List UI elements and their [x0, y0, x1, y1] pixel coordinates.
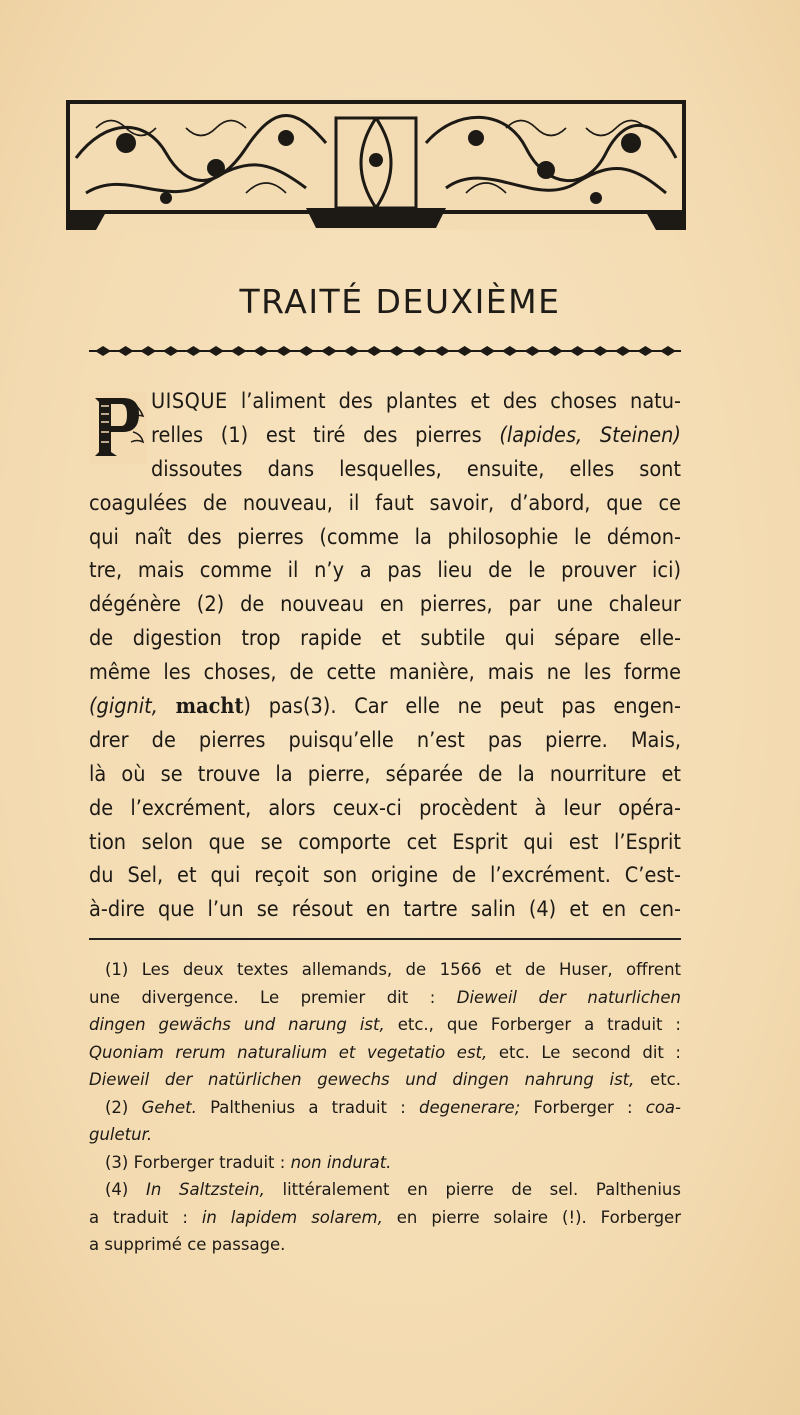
rule-diamond: [231, 346, 247, 356]
rule-diamond: [298, 346, 314, 356]
footnote-2-line: guletur.: [89, 1125, 153, 1144]
footnote-divider: [89, 938, 681, 940]
rule-diamond: [592, 346, 608, 356]
text-line: UISQUE l’aliment des plantes et des choses natu-: [151, 389, 681, 414]
rule-diamond: [434, 346, 450, 356]
text-line: tre, mais comme il n’y a pas lieu de le prouver ici): [89, 558, 681, 584]
footnote-1-line: une divergence. Le premier dit : Dieweil der naturlichen: [89, 987, 681, 1007]
footnote-4-line: a traduit : in lapidem solarem, en pierre solaire (!). Forberger: [89, 1207, 681, 1227]
decorative-rule: [89, 344, 681, 358]
rule-diamond: [637, 346, 653, 356]
rule-diamond: [457, 346, 473, 356]
footnote-4-line: (4) In Saltzstein, littéralement en pierre de sel. Palthenius: [105, 1180, 681, 1199]
footnote-1-line: (1) Les deux textes allemands, de 1566 et de Huser, offrent: [105, 960, 681, 979]
text-line: tion selon que se comporte cet Esprit qui est l’Esprit: [89, 829, 681, 855]
text-line: relles (1) est tiré des pierres (lapides, Steinen): [151, 422, 681, 448]
text-line: drer de pierres puisqu’elle n’est pas pierre. Mais,: [89, 727, 681, 753]
rule-diamond: [276, 346, 292, 356]
rule-diamond: [547, 346, 563, 356]
rule-diamond: [479, 346, 495, 356]
rule-diamond: [253, 346, 269, 356]
rule-diamond: [660, 346, 676, 356]
text-line: de l’excrément, alors ceux-ci procèdent à leur opéra-: [89, 795, 681, 821]
rule-diamond: [524, 346, 540, 356]
rule-diamond: [208, 346, 224, 356]
rule-diamond: [615, 346, 631, 356]
ornamental-headpiece: [66, 98, 686, 230]
rule-diamond: [502, 346, 518, 356]
text-line: qui naît des pierres (comme la philosophie le démon-: [89, 524, 681, 550]
footnote-2-line: (2) Gehet. Palthenius a traduit : degenerare; Forberger : coa-: [105, 1097, 681, 1117]
text-line: là où se trouve la pierre, séparée de la nourriture et: [89, 761, 681, 787]
rule-diamond: [118, 346, 134, 356]
footnote-4-line: a supprimé ce passage.: [89, 1235, 286, 1254]
rule-diamond: [366, 346, 382, 356]
text-line: dissoutes dans lesquelles, ensuite, elles sont: [151, 456, 681, 482]
footnote-1-line: Dieweil der natürlichen gewechs und dingen nahrung ist, etc.: [89, 1070, 681, 1089]
text-line: coagulées de nouveau, il faut savoir, d’abord, que ce: [89, 490, 681, 516]
rule-diamond: [95, 346, 111, 356]
text-line: même les choses, de cette manière, mais ne les forme: [89, 660, 681, 686]
footnote-3-line: (3) Forberger traduit : non indurat.: [105, 1152, 392, 1172]
chapter-title: TRAITÉ DEUXIÈME: [239, 282, 561, 321]
rule-diamond: [344, 346, 360, 356]
rule-diamond: [140, 346, 156, 356]
text-line: de digestion trop rapide et subtile qui sépare elle-: [89, 626, 681, 652]
rule-diamond: [163, 346, 179, 356]
text-line: dégénère (2) de nouveau en pierres, par une chaleur: [89, 592, 681, 618]
rule-diamond: [185, 346, 201, 356]
footnote-1-line: Quoniam rerum naturalium et vegetatio est, etc. Le second dit :: [89, 1042, 681, 1062]
rule-diamond: [389, 346, 405, 356]
rule-diamond: [411, 346, 427, 356]
text-line: à-dire que l’un se résout en tartre salin (4) et en cen-: [89, 897, 681, 923]
rule-diamond: [321, 346, 337, 356]
footnote-1-line: dingen gewächs und narung ist, etc., que Forberger a traduit :: [89, 1015, 681, 1034]
main-text: [89, 385, 681, 927]
rule-diamond: [570, 346, 586, 356]
text-line: (gignit, macht) pas(3). Car elle ne peut pas engen-: [89, 694, 681, 720]
footnotes: [89, 956, 681, 1259]
text-line: du Sel, et qui reçoit son origine de l’excrément. C’est-: [89, 863, 681, 889]
